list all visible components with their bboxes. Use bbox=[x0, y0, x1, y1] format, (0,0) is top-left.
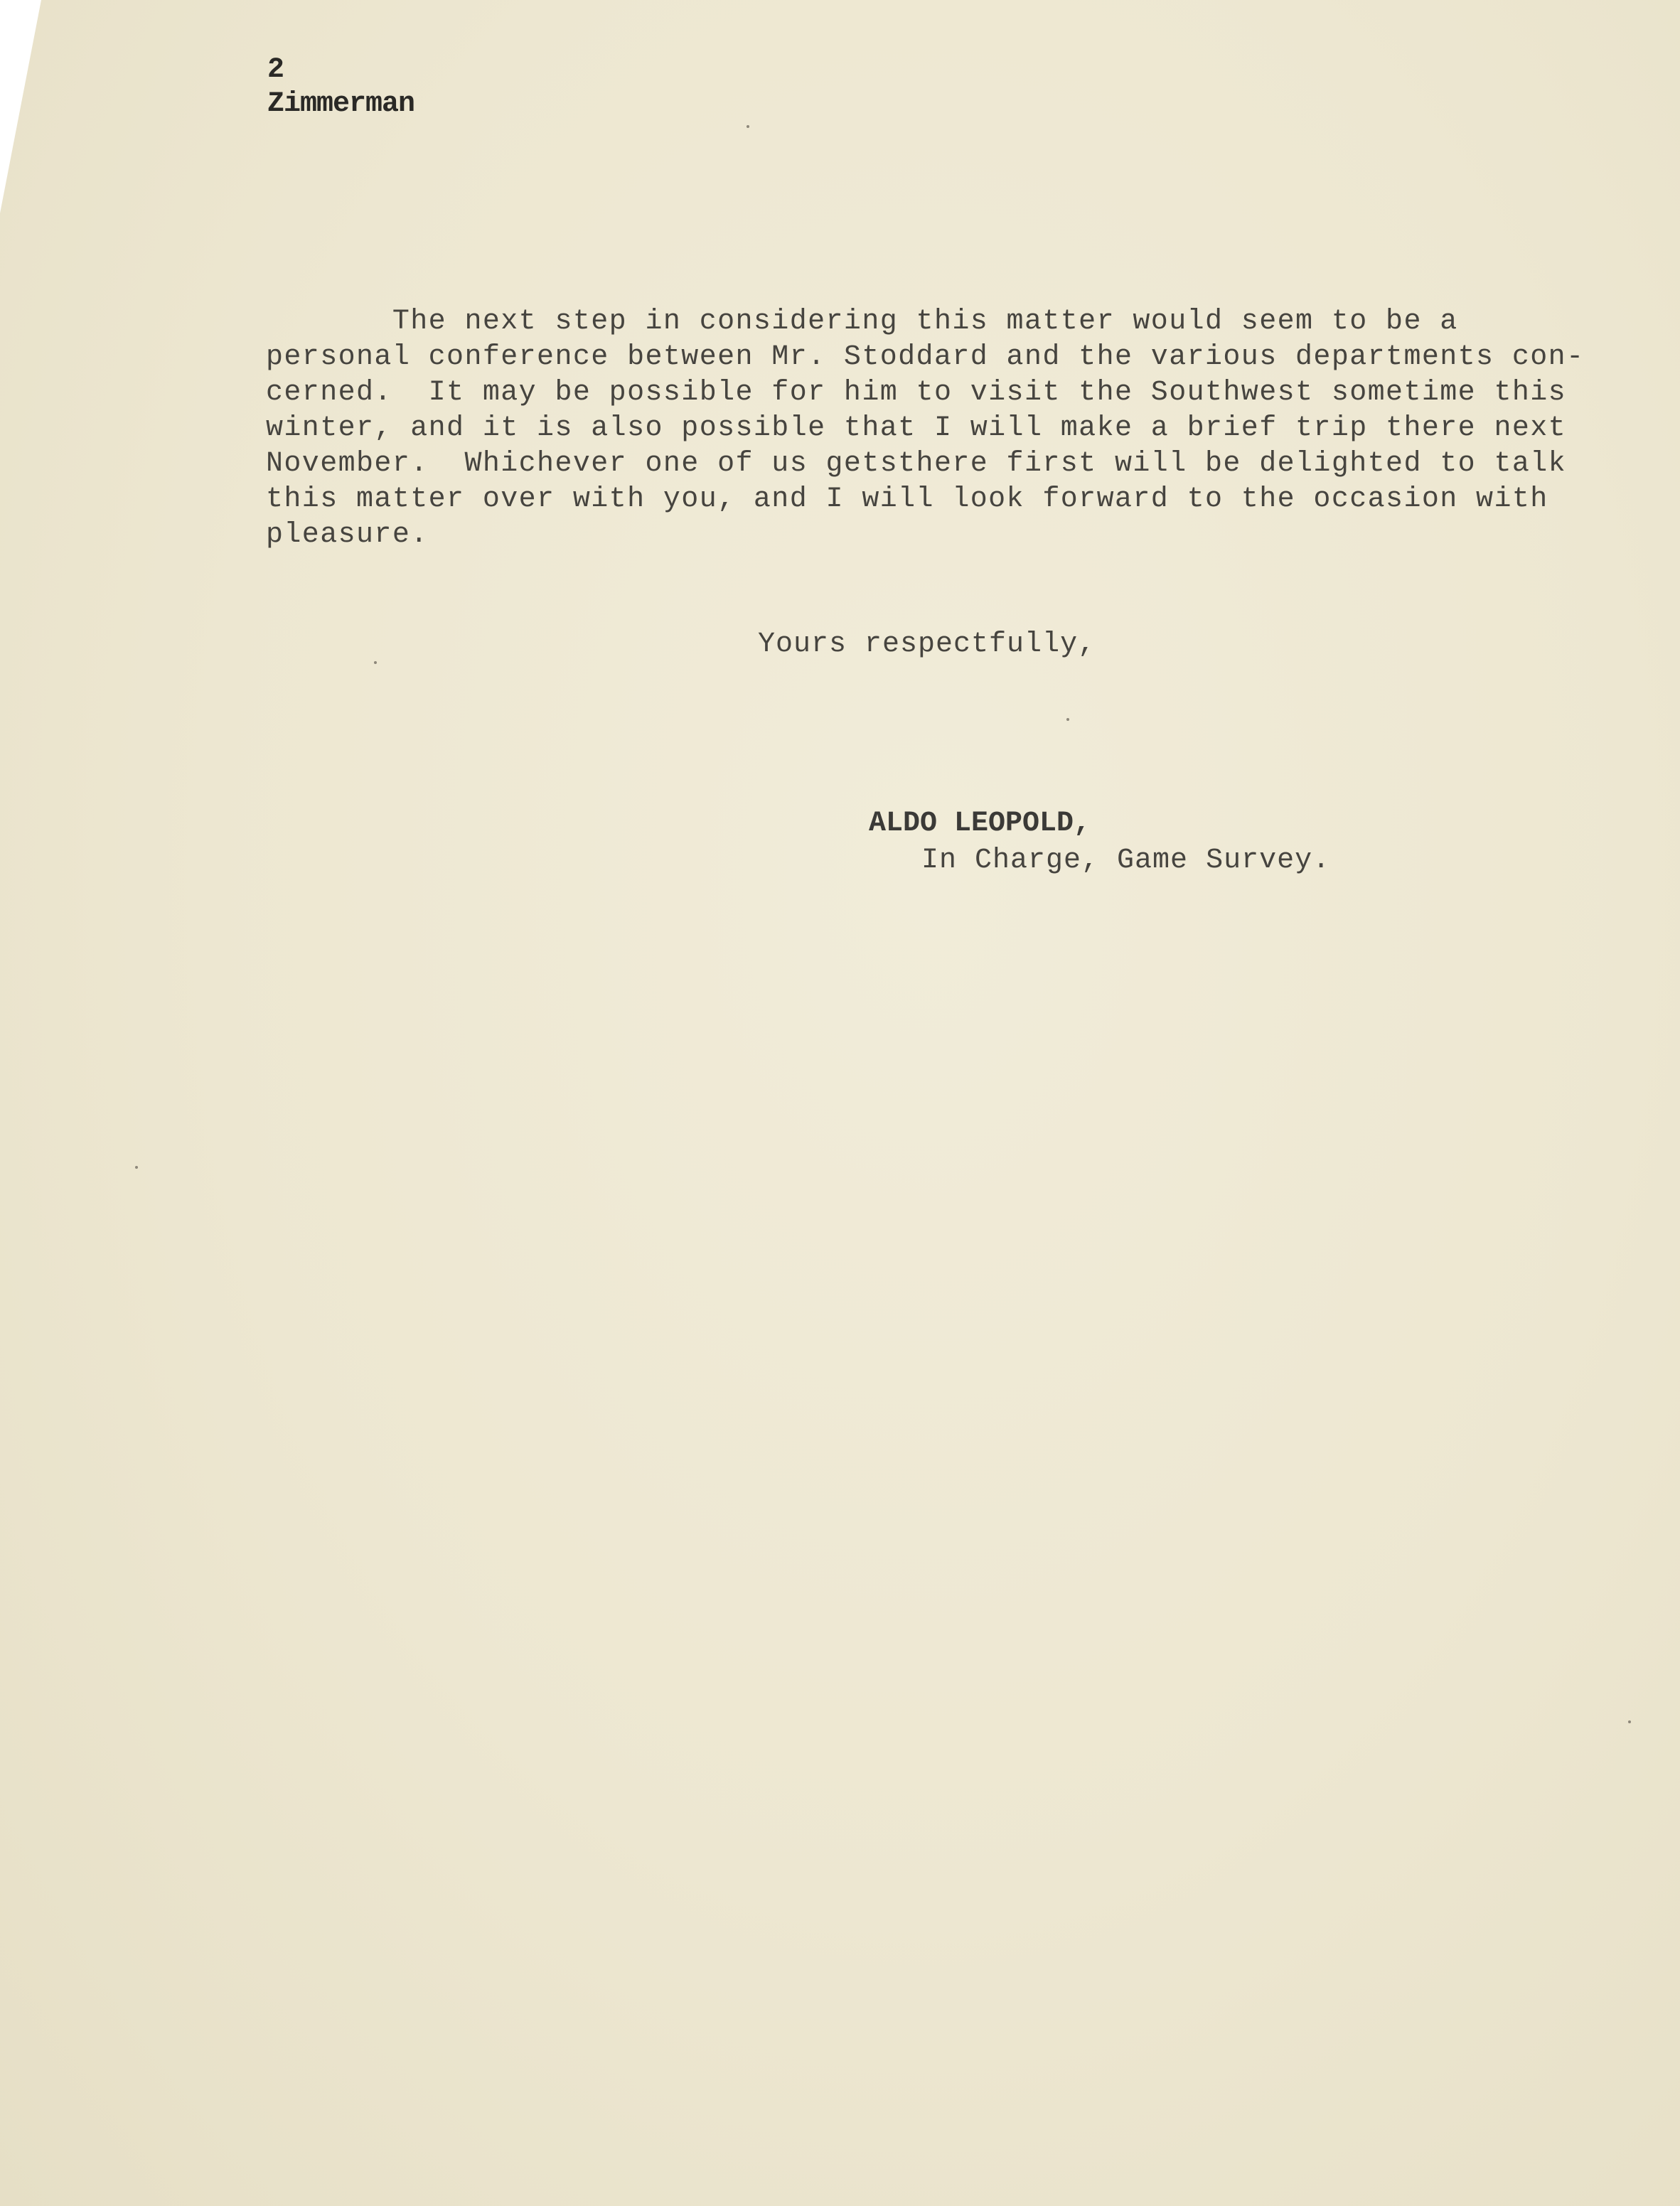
paper-speck bbox=[747, 125, 749, 128]
body-line: The next step in considering this matter would seem to be a bbox=[266, 306, 1458, 338]
body-paragraph bbox=[266, 304, 1585, 553]
addressee-name: Zimmerman bbox=[267, 88, 415, 120]
closing-salutation: Yours respectfully, bbox=[758, 628, 1096, 660]
folded-corner bbox=[0, 0, 41, 213]
paper-speck bbox=[374, 661, 377, 664]
body-line: winter, and it is also possible that I will make a brief trip there next bbox=[266, 412, 1567, 444]
paper-speck bbox=[135, 1166, 138, 1169]
body-line: cerned. It may be possible for him to visit the Southwest sometime this bbox=[266, 377, 1567, 409]
body-line: pleasure. bbox=[266, 519, 429, 551]
page-number: 2 bbox=[267, 54, 285, 86]
signer-title: In Charge, Game Survey. bbox=[921, 845, 1331, 877]
signer-name: ALDO LEOPOLD, bbox=[869, 808, 1091, 840]
body-line: this matter over with you, and I will look forward to the occasion with bbox=[266, 483, 1548, 515]
body-line: personal conference between Mr. Stoddard and the various departments con- bbox=[266, 341, 1585, 373]
paper-speck bbox=[1066, 718, 1069, 721]
paper-speck bbox=[1628, 1720, 1631, 1723]
body-line: November. Whichever one of us getsthere first will be delighted to talk bbox=[266, 448, 1567, 480]
